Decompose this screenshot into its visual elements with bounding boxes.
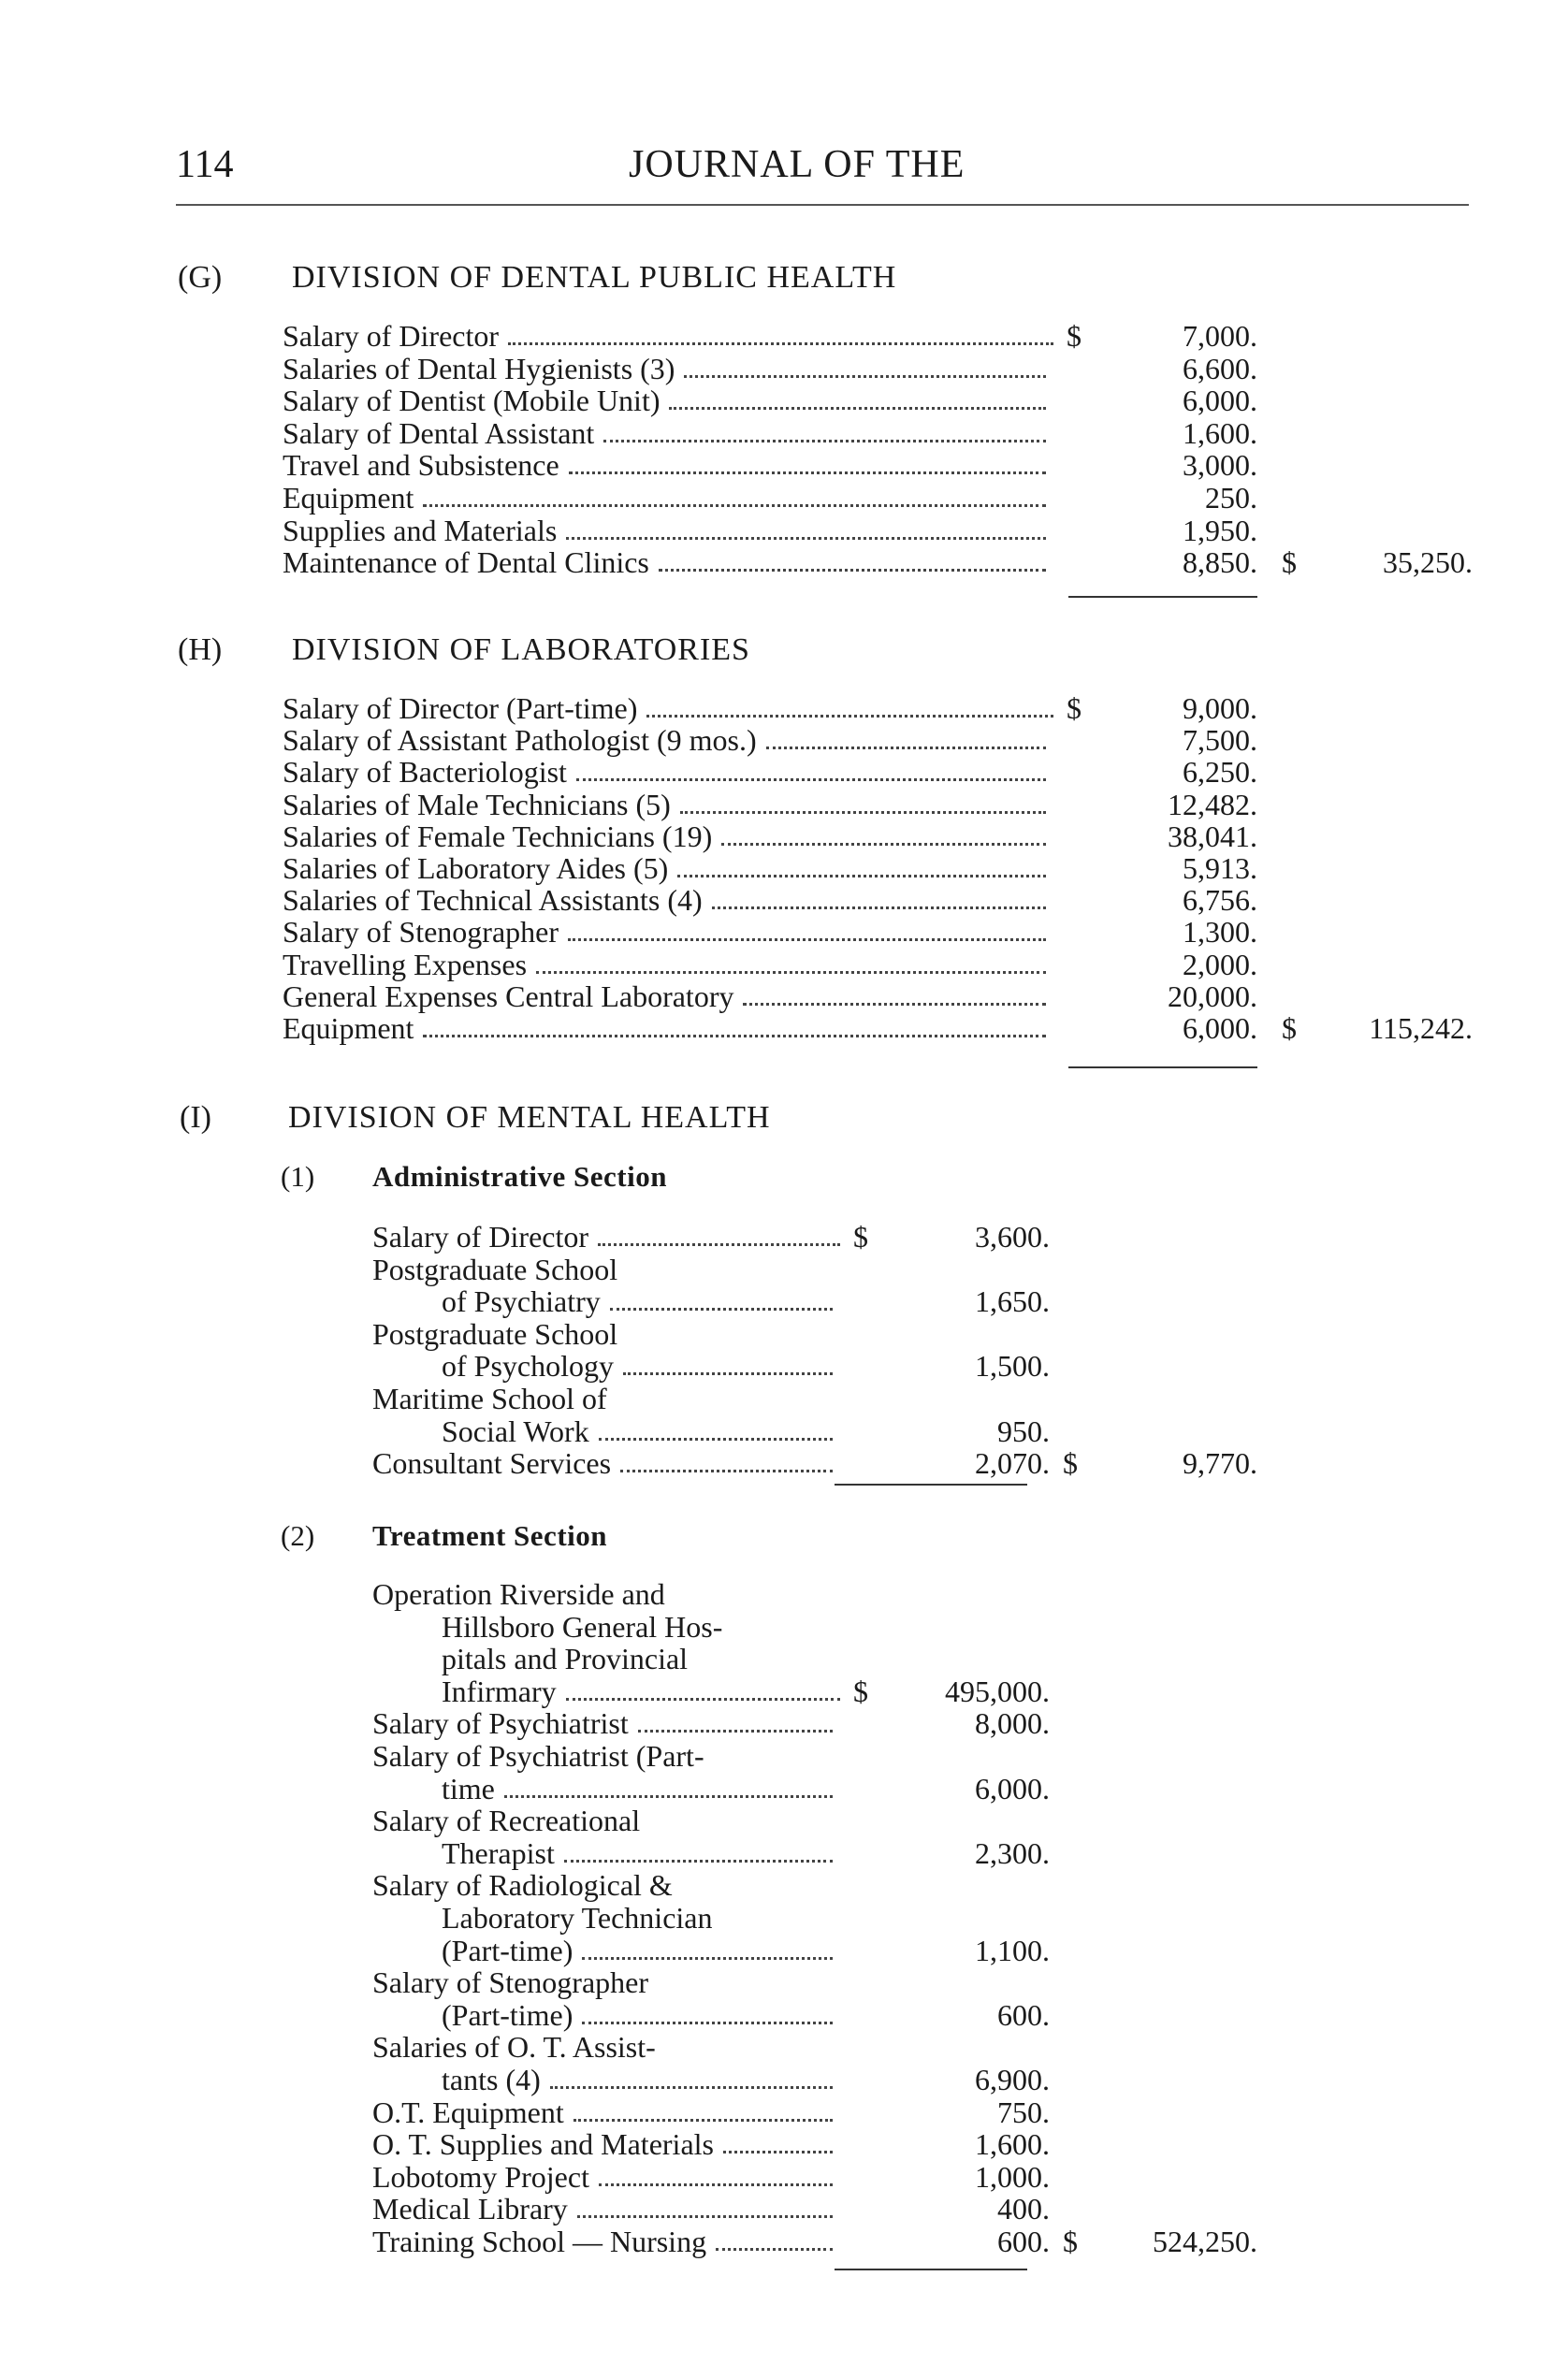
subsection-2-item-label: Salary of Psychiatrist — [372, 1706, 629, 1741]
subsection-2-item-label: tants (4) — [442, 2063, 541, 2096]
division-g-total: 35,250. — [1383, 545, 1473, 580]
division-h-row — [0, 1012, 1568, 1044]
division-h-item-amount: 38,041. — [1168, 819, 1257, 853]
subsection-2-line — [0, 1643, 1568, 1675]
subsection-2-line — [0, 1837, 1568, 1869]
subsection-1-item-label: Salary of Director — [372, 1220, 589, 1254]
subsection-1-item-amount: 1,650. — [975, 1284, 1050, 1319]
leader-dots — [566, 537, 1046, 540]
subsection-2-line — [0, 1611, 1568, 1643]
division-g-item-label: Salary of Director — [283, 319, 500, 353]
division-g-item-amount: 7,000. — [1183, 319, 1257, 353]
running-header: JOURNAL OF THE — [629, 143, 965, 186]
leader-dots — [582, 2022, 833, 2024]
currency-symbol: $ — [853, 1220, 868, 1254]
division-g-item-label: Travel and Subsistence — [283, 448, 559, 483]
division-h-item-label: Salaries of Laboratory Aides (5) — [283, 851, 669, 885]
subsection-1-item-label: Social Work — [442, 1414, 589, 1448]
header-rule — [176, 204, 1469, 206]
division-i-label: (I) — [180, 1100, 211, 1135]
division-h-row — [0, 852, 1568, 884]
subsection-2-item-label: Hillsboro General Hos- — [442, 1609, 723, 1644]
division-h-rule — [1068, 1066, 1257, 1068]
division-h-item-amount: 7,500. — [1183, 723, 1257, 758]
subsection-2-item-amount: 8,000. — [975, 1706, 1050, 1741]
division-i-title: DIVISION OF MENTAL HEALTH — [288, 1100, 771, 1135]
leader-dots — [598, 1243, 840, 1246]
subsection-1-line — [0, 1383, 1568, 1414]
subsection-2-item-amount: 6,000. — [975, 1771, 1050, 1805]
division-g-row — [0, 320, 1568, 352]
division-g-item-amount: 1,600. — [1183, 415, 1257, 450]
subsection-1-item-amount: 1,500. — [975, 1349, 1050, 1384]
subsection-2-line — [0, 2064, 1568, 2095]
subsection-2-line — [0, 1740, 1568, 1772]
leader-dots — [566, 1698, 840, 1701]
division-g-row — [0, 353, 1568, 384]
division-h-row — [0, 980, 1568, 1012]
division-g-row — [0, 449, 1568, 481]
division-g-row — [0, 384, 1568, 416]
currency-symbol: $ — [1063, 2225, 1078, 2258]
currency-symbol: $ — [1063, 1446, 1078, 1481]
subsection-2-line — [0, 1773, 1568, 1805]
division-h-item-amount: 6,000. — [1183, 1011, 1257, 1045]
subsection-2-line — [0, 2128, 1568, 2160]
subsection-1-total: 9,770. — [1183, 1446, 1257, 1481]
leader-dots — [646, 715, 1053, 718]
division-g-row — [0, 546, 1568, 578]
division-h-row — [0, 820, 1568, 852]
subsection-2-item-label: (Part-time) — [442, 1933, 573, 1967]
division-g-label: (G) — [178, 260, 223, 295]
subsection-2-item-amount: 600. — [997, 1997, 1050, 2032]
leader-dots — [680, 811, 1046, 814]
division-h-item-amount: 9,000. — [1183, 691, 1257, 725]
subsection-2-item-amount: 495,000. — [945, 1674, 1050, 1708]
subsection-2-item-label: O. T. Supplies and Materials — [372, 2127, 714, 2162]
division-g-title: DIVISION OF DENTAL PUBLIC HEALTH — [292, 260, 897, 295]
division-h-row — [0, 692, 1568, 724]
subsection-2-item-amount: 1,100. — [975, 1933, 1050, 1967]
subsection-1-item-amount: 950. — [997, 1414, 1050, 1448]
leader-dots — [504, 1795, 833, 1798]
leader-dots — [659, 569, 1046, 572]
subsection-2-line — [0, 1675, 1568, 1707]
division-h-item-amount: 5,913. — [1183, 851, 1257, 885]
division-h-item-label: Salary of Director (Part-time) — [283, 691, 638, 725]
subsection-2-line — [0, 2031, 1568, 2063]
division-g-row — [0, 515, 1568, 546]
leader-dots — [550, 2086, 833, 2089]
subsection-2-line — [0, 1869, 1568, 1901]
subsection-2-item-amount: 6,900. — [975, 2063, 1050, 2096]
subsection-1-line — [0, 1415, 1568, 1447]
division-h-row — [0, 724, 1568, 756]
subsection-1-item-amount: 2,070. — [975, 1446, 1050, 1481]
subsection-2-line — [0, 1805, 1568, 1836]
leader-dots — [599, 2183, 833, 2186]
subsection-2-line — [0, 2096, 1568, 2128]
subsection-2-line — [0, 1578, 1568, 1610]
leader-dots — [568, 938, 1046, 941]
division-h-item-label: Salary of Assistant Pathologist (9 mos.) — [283, 723, 757, 758]
currency-symbol: $ — [1282, 545, 1297, 580]
subsection-1-line — [0, 1350, 1568, 1382]
division-h-row — [0, 789, 1568, 820]
division-g-item-label: Salary of Dentist (Mobile Unit) — [283, 384, 661, 418]
leader-dots — [564, 1860, 833, 1863]
subsection-2-item-label: Salary of Radiological & — [372, 1868, 673, 1903]
subsection-1-line — [0, 1285, 1568, 1317]
subsection-2-item-label: Salary of Stenographer — [372, 1965, 649, 2000]
subsection-1-line — [0, 1318, 1568, 1350]
subsection-1-item-label: Maritime School of — [372, 1382, 607, 1415]
division-h-item-amount: 2,000. — [1183, 947, 1257, 981]
subsection-2-item-label: Medical Library — [372, 2192, 568, 2226]
division-g-item-amount: 250. — [1205, 481, 1257, 515]
subsection-1-item-amount: 3,600. — [975, 1220, 1050, 1254]
division-g-item-amount: 6,600. — [1183, 351, 1257, 385]
subsection-1-label: (1) — [281, 1160, 315, 1193]
leader-dots — [638, 1730, 833, 1733]
leader-dots — [669, 407, 1046, 410]
subsection-2-item-amount: 1,600. — [975, 2127, 1050, 2162]
division-g-item-label: Equipment — [283, 481, 414, 515]
subsection-2-item-label: Training School — Nursing — [372, 2225, 707, 2258]
division-g-item-label: Maintenance of Dental Clinics — [283, 545, 649, 580]
leader-dots — [508, 342, 1053, 345]
subsection-2-rule — [835, 2269, 1027, 2270]
subsection-2-item-label: (Part-time) — [442, 1997, 573, 2032]
division-g-rule — [1068, 596, 1257, 598]
division-h-item-label: Salaries of Technical Assistants (4) — [283, 883, 703, 918]
subsection-2-total: 524,250. — [1153, 2225, 1257, 2258]
currency-symbol: $ — [1067, 691, 1082, 725]
subsection-2-item-label: Therapist — [442, 1835, 555, 1870]
subsection-2-item-label: O.T. Equipment — [372, 2095, 564, 2129]
leader-dots — [536, 971, 1046, 974]
subsection-2-item-amount: 1,000. — [975, 2159, 1050, 2194]
leader-dots — [573, 2119, 833, 2122]
subsection-2-line — [0, 2161, 1568, 2193]
subsection-1-line — [0, 1447, 1568, 1479]
leader-dots — [721, 843, 1046, 846]
division-h-total: 115,242. — [1369, 1011, 1473, 1045]
leader-dots — [423, 504, 1046, 507]
leader-dots — [712, 906, 1046, 909]
subsection-2-line — [0, 2193, 1568, 2225]
division-h-item-amount: 12,482. — [1168, 787, 1257, 821]
subsection-2-line — [0, 1707, 1568, 1739]
division-g-row — [0, 482, 1568, 514]
leader-dots — [599, 1438, 833, 1441]
subsection-2-item-label: Salary of Psychiatrist (Part- — [372, 1739, 704, 1773]
subsection-2-item-label: Laboratory Technician — [442, 1901, 713, 1935]
division-h-row — [0, 756, 1568, 788]
subsection-1-item-label: Postgraduate School — [372, 1252, 618, 1286]
currency-symbol: $ — [1067, 319, 1082, 353]
division-h-item-label: Salary of Bacteriologist — [283, 755, 567, 790]
leader-dots — [684, 375, 1046, 378]
leader-dots — [623, 1372, 833, 1375]
subsection-2-line — [0, 1902, 1568, 1934]
subsection-2-line — [0, 1966, 1568, 1998]
subsection-1-item-label: of Psychology — [442, 1349, 614, 1384]
leader-dots — [610, 1308, 833, 1311]
division-g-item-amount: 8,850. — [1183, 545, 1257, 580]
leader-dots — [603, 440, 1046, 442]
leader-dots — [723, 2151, 833, 2153]
leader-dots — [423, 1035, 1046, 1037]
subsection-1-line — [0, 1254, 1568, 1285]
leader-dots — [743, 1003, 1046, 1006]
division-h-row — [0, 884, 1568, 916]
division-g-item-label: Salary of Dental Assistant — [283, 415, 595, 450]
leader-dots — [677, 875, 1046, 877]
subsection-2-item-label: Salary of Recreational — [372, 1804, 641, 1838]
subsection-2-line — [0, 1999, 1568, 2031]
subsection-2-label: (2) — [281, 1519, 315, 1552]
currency-symbol: $ — [1282, 1011, 1297, 1045]
subsection-2-item-amount: 600. — [997, 2225, 1050, 2258]
subsection-2-item-label: time — [442, 1771, 495, 1805]
subsection-2-item-label: Infirmary — [442, 1674, 557, 1708]
division-h-item-label: General Expenses Central Laboratory — [283, 979, 734, 1013]
subsection-2-item-label: Lobotomy Project — [372, 2159, 589, 2194]
subsection-2-item-amount: 400. — [997, 2192, 1050, 2226]
currency-symbol: $ — [853, 1674, 868, 1708]
subsection-1-item-label: of Psychiatry — [442, 1284, 601, 1319]
division-h-item-amount: 6,756. — [1183, 883, 1257, 918]
division-g-row — [0, 417, 1568, 449]
division-g-item-amount: 6,000. — [1183, 384, 1257, 418]
division-h-item-label: Salaries of Female Technicians (19) — [283, 819, 713, 853]
subsection-2-item-label: Operation Riverside and — [372, 1577, 665, 1611]
division-g-item-label: Salaries of Dental Hygienists (3) — [283, 351, 675, 385]
leader-dots — [582, 1957, 833, 1960]
subsection-1-item-label: Consultant Services — [372, 1446, 612, 1481]
division-g-item-amount: 1,950. — [1183, 513, 1257, 547]
division-h-item-label: Salary of Stenographer — [283, 915, 559, 950]
division-h-item-amount: 1,300. — [1183, 915, 1257, 950]
subsection-2-item-amount: 2,300. — [975, 1835, 1050, 1870]
division-h-item-label: Equipment — [283, 1011, 414, 1045]
leader-dots — [766, 747, 1046, 749]
division-h-label: (H) — [178, 632, 223, 667]
division-h-item-label: Travelling Expenses — [283, 947, 528, 981]
subsection-2-line — [0, 2226, 1568, 2257]
subsection-2-item-amount: 750. — [997, 2095, 1050, 2129]
subsection-1-line — [0, 1221, 1568, 1253]
leader-dots — [620, 1470, 833, 1472]
division-h-item-amount: 6,250. — [1183, 755, 1257, 790]
leader-dots — [577, 2215, 833, 2218]
subsection-2-item-label: Salaries of O. T. Assist- — [372, 2030, 656, 2065]
leader-dots — [569, 471, 1046, 474]
subsection-1-item-label: Postgraduate School — [372, 1316, 618, 1351]
division-g-item-label: Supplies and Materials — [283, 513, 558, 547]
division-g-item-amount: 3,000. — [1183, 448, 1257, 483]
subsection-1-title: Administrative Section — [372, 1160, 667, 1193]
leader-dots — [716, 2248, 833, 2251]
page-number: 114 — [176, 143, 234, 186]
subsection-2-title: Treatment Section — [372, 1519, 607, 1552]
subsection-1-rule — [835, 1484, 1027, 1486]
division-h-item-label: Salaries of Male Technicians (5) — [283, 787, 671, 821]
division-h-title: DIVISION OF LABORATORIES — [292, 632, 750, 667]
subsection-2-line — [0, 1935, 1568, 1966]
subsection-2-item-label: pitals and Provincial — [442, 1642, 689, 1676]
division-h-item-amount: 20,000. — [1168, 979, 1257, 1013]
division-h-row — [0, 949, 1568, 980]
division-h-row — [0, 916, 1568, 948]
leader-dots — [576, 778, 1046, 781]
